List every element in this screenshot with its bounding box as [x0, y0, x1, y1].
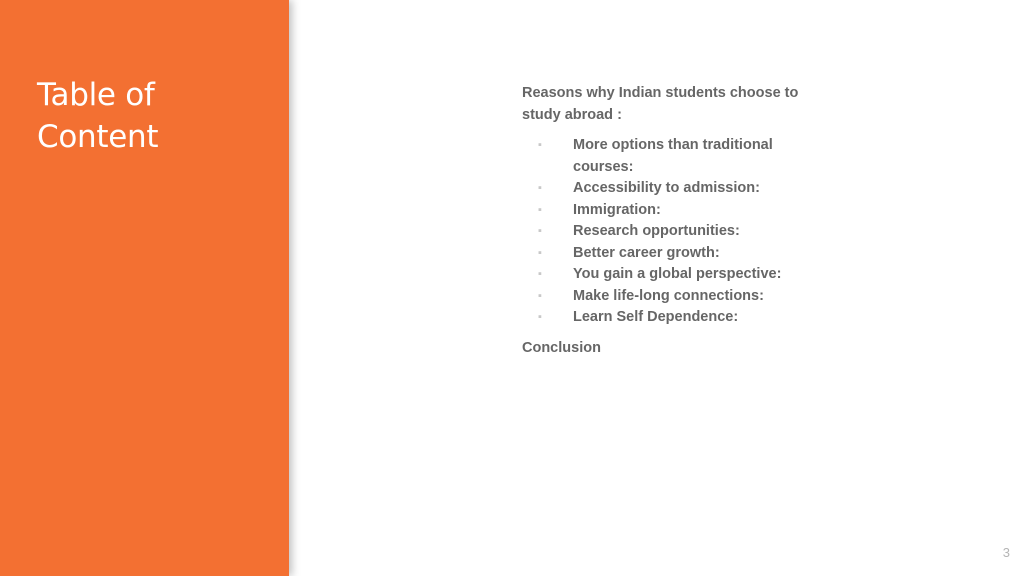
- toc-item-label: Research opportunities:: [573, 223, 740, 239]
- toc-item-label: Learn Self Dependence:: [573, 309, 739, 325]
- toc-item-label: More options than traditional courses:: [573, 137, 773, 175]
- toc-item: [522, 243, 812, 265]
- bullet-icon: ▪: [538, 203, 542, 216]
- toc-item-label: You gain a global perspective:: [573, 266, 782, 282]
- toc-item: [522, 264, 812, 286]
- bullet-icon: ▪: [538, 225, 542, 237]
- toc-item: [522, 200, 812, 222]
- toc-heading: Reasons why Indian students choose to study abroad :: [522, 85, 799, 123]
- toc-item: [522, 221, 812, 243]
- slide-title: Table of Content: [37, 77, 159, 155]
- toc-item: [522, 178, 812, 200]
- toc-item-label: Accessibility to admission:: [573, 180, 760, 196]
- bullet-icon: ▪: [538, 311, 542, 323]
- toc-list: [522, 135, 812, 329]
- bullet-icon: ▪: [538, 268, 542, 280]
- toc-item: [522, 307, 812, 329]
- toc-item: [522, 135, 812, 178]
- toc-item: [522, 286, 812, 308]
- bullet-icon: ▪: [538, 139, 542, 151]
- toc-content: [522, 83, 812, 359]
- title-panel: [0, 0, 289, 576]
- bullet-icon: ▪: [538, 182, 542, 194]
- toc-item-label: Better career growth:: [573, 244, 720, 261]
- toc-item-label: Immigration:: [573, 201, 661, 218]
- toc-conclusion: Conclusion: [522, 339, 601, 356]
- toc-item-label: Make life-long connections:: [573, 287, 764, 304]
- page-number: 3: [1002, 545, 1010, 560]
- bullet-icon: ▪: [538, 246, 542, 259]
- bullet-icon: ▪: [538, 289, 542, 302]
